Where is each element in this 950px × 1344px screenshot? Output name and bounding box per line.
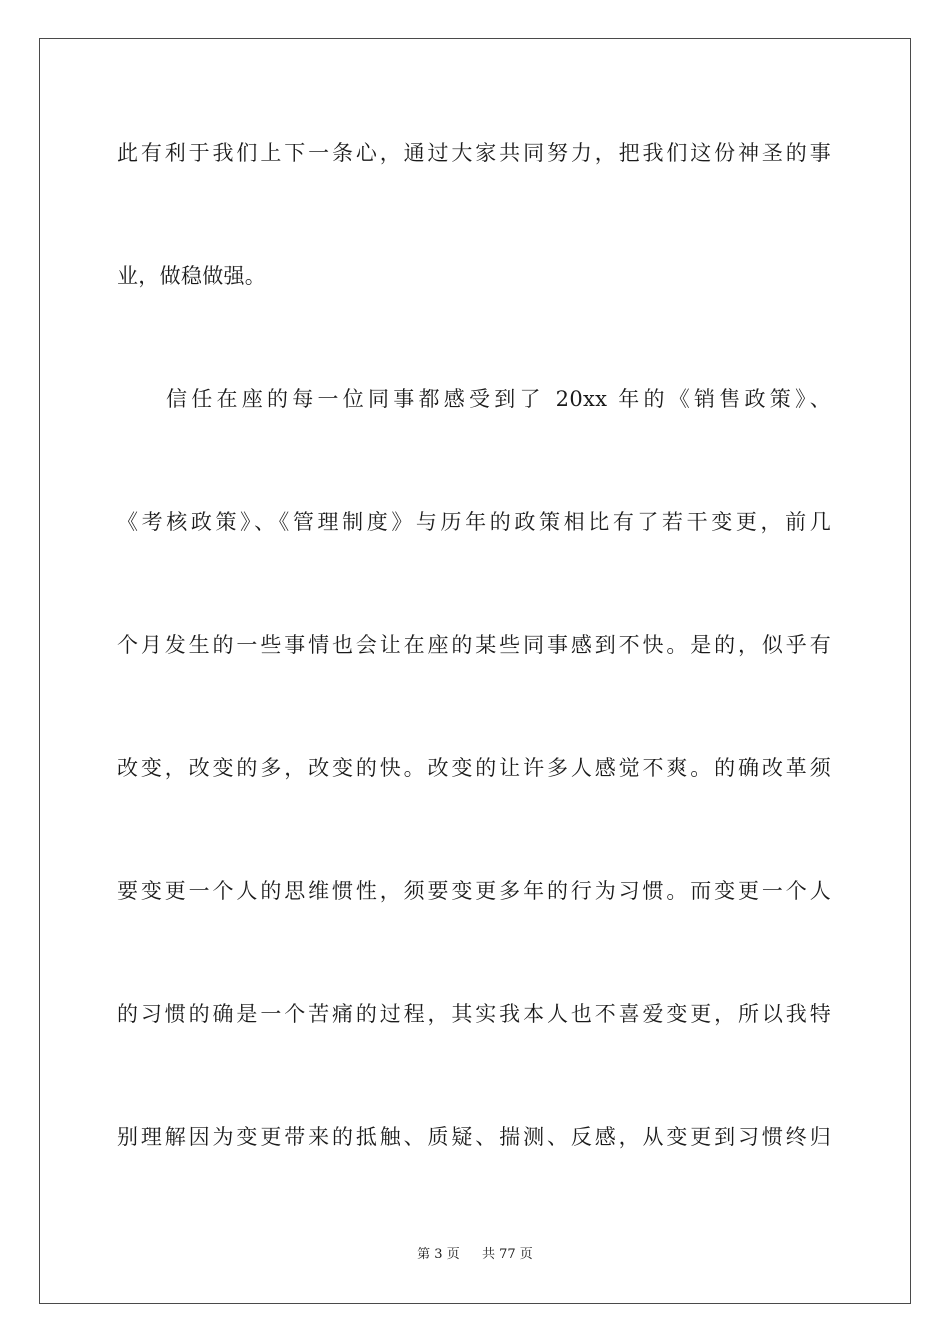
- body-line-4: 《考核政策》、《管理制度》与历年的政策相比有了若干变更，前几: [117, 510, 831, 534]
- body-line-5: 个月发生的一些事情也会让在座的某些同事感到不快。是的，似乎有: [117, 633, 831, 657]
- body-line-8: 的习惯的确是一个苦痛的过程，其实我本人也不喜爱变更，所以我特: [117, 1002, 831, 1026]
- body-line-7: 要变更一个人的思维惯性，须要变更多年的行为习惯。而变更一个人: [117, 879, 831, 903]
- page-footer: [0, 1245, 950, 1265]
- page-border: [39, 38, 911, 1304]
- total-pages: 共 77 页: [482, 1247, 533, 1262]
- body-line-1: 此有利于我们上下一条心，通过大家共同努力，把我们这份神圣的事: [117, 141, 831, 165]
- body-line-9: 别理解因为变更带来的抵触、质疑、揣测、反感，从变更到习惯终归: [117, 1125, 831, 1149]
- body-line-3: 信任在座的每一位同事都感受到了 20xx 年的《销售政策》、: [166, 387, 831, 411]
- page-number: 第 3 页: [417, 1247, 460, 1262]
- body-line-6: 改变，改变的多，改变的快。改变的让许多人感觉不爽。的确改革须: [117, 756, 831, 780]
- body-line-2: 业，做稳做强。: [117, 264, 267, 288]
